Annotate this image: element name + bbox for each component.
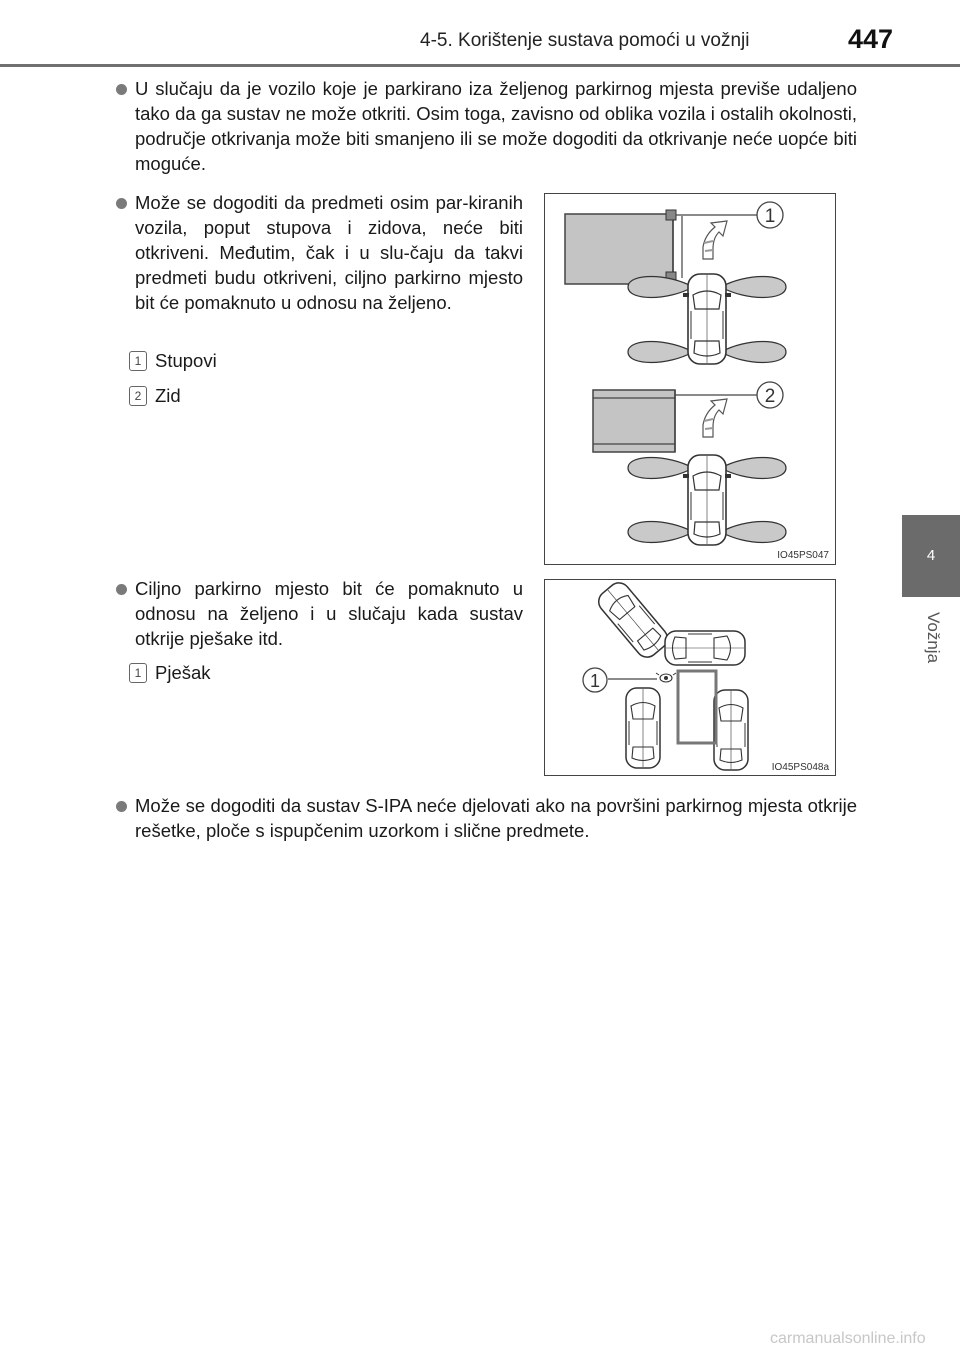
- figure-1-marker-1: 1: [764, 206, 776, 227]
- bullet-text: Može se dogoditi da sustav S-IPA neće djelovati ako na površini parkirnog mjesta otkrije rešetke, ploče s ispupčenim uzorkom i slične predmete.: [135, 795, 857, 841]
- callout-item: [134, 660, 211, 685]
- bullet-4: [135, 793, 857, 843]
- figure-pedestrian: [544, 579, 836, 776]
- callout-item: [134, 348, 217, 373]
- bullet-dot: [116, 84, 127, 95]
- chapter-number: 4: [926, 547, 936, 564]
- bullet-dot: [116, 198, 127, 209]
- pedestrian-icon: [656, 673, 676, 682]
- figure-1-code: IO45PS047: [777, 550, 829, 561]
- bullet-2: [135, 190, 523, 315]
- callout-item: [134, 383, 181, 408]
- figure-1-marker-2: 2: [764, 386, 776, 407]
- chapter-label: Vožnja: [924, 612, 943, 664]
- bullet-text: U slučaju da je vozilo koje je parkirano iza željenog parkirnog mjesta previše udaljeno tako da ga sustav ne može otkriti. Osim toga, zavisno od oblika vozila i ostalih okolnosti, područje otkrivanja može biti smanjeno ili se može dogoditi da otkrivanje neće uopće biti moguće.: [135, 78, 857, 174]
- callout-number: 1: [129, 351, 147, 371]
- callout-number: 1: [129, 663, 147, 683]
- bullet-text: Ciljno parkirno mjesto bit će pomaknuto u odnosu na željeno i u slučaju kada sustav otkrije pješake itd.: [135, 578, 523, 649]
- figure-2-marker-1: 1: [589, 671, 601, 691]
- watermark: carmanualsonline.info: [770, 1330, 926, 1347]
- bullet-3: [135, 576, 523, 651]
- callout-label: Zid: [155, 385, 181, 406]
- callout-label: Stupovi: [155, 350, 217, 371]
- page-number: 447: [848, 24, 894, 54]
- bullet-dot: [116, 584, 127, 595]
- chapter-tab: [902, 515, 960, 597]
- figure-pillars-wall-drawing: [545, 194, 835, 564]
- section-title: 4-5. Korištenje sustava pomoći u vožnji: [420, 30, 750, 51]
- callout-label: Pješak: [155, 662, 211, 683]
- callout-number: 2: [129, 386, 147, 406]
- figure-2-code: IO45PS048a: [771, 762, 829, 773]
- bullet-1: [135, 76, 857, 176]
- header-rule: [0, 64, 960, 67]
- figure-pillars-wall: [544, 193, 836, 565]
- bullet-dot: [116, 801, 127, 812]
- bullet-text: Može se dogoditi da predmeti osim par-kiranih vozila, poput stupova i zidova, neće biti otkriveni. Međutim, čak i u slu-čaju da takvi predmeti budu otkriveni, ciljno parkirno mjesto bit će pomaknuto u odnosu na željeno.: [135, 192, 523, 313]
- figure-pedestrian-drawing: [545, 580, 835, 775]
